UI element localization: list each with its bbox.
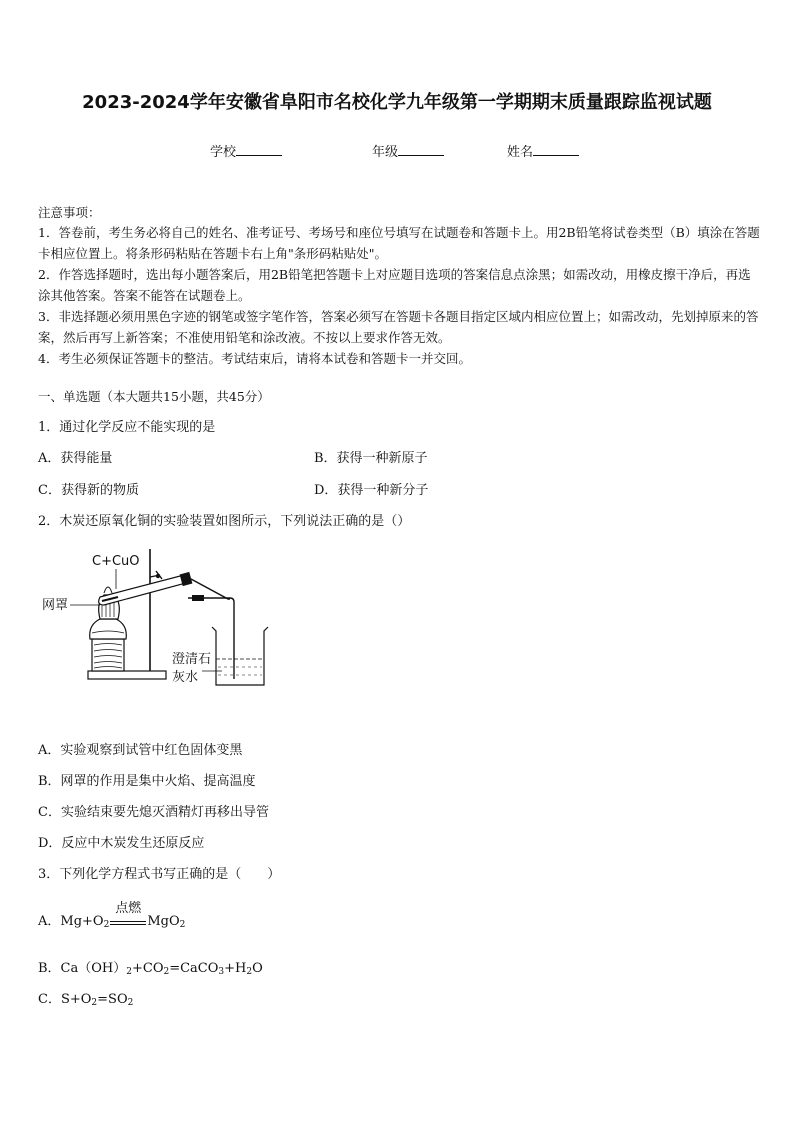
notice-item-2: 2．作答选择题时，选出每小题答案后，用2B铅笔把答题卡上对应题目选项的答案信息点涂黑；如需改动，用橡皮擦干净后，再选涂其他答案。答案不能答在试题卷上。 — [38, 267, 751, 303]
school-field[interactable] — [210, 141, 282, 160]
q3-stem: 3．下列化学方程式书写正确的是（ ） — [38, 867, 281, 882]
q2-option-b[interactable]: B．网罩的作用是集中火焰、提高温度 — [38, 774, 256, 789]
clamp — [150, 571, 162, 579]
q2-option-d[interactable]: D．反应中木炭发生还原反应 — [38, 836, 205, 851]
school-blank[interactable] — [236, 143, 282, 156]
label-reagent: C+CuO — [92, 554, 140, 569]
test-tube — [99, 575, 186, 605]
notice-item-1: 1．答卷前，考生务必将自己的姓名、准考证号、考场号和座位号填写在试题卷和答题卡上。用2B铅笔将试卷类型（B）填涂在答题卡相应位置上。将条形码粘贴在答题卡右上角"条形码粘贴处"。 — [38, 225, 760, 261]
alcohol-lamp — [90, 619, 127, 639]
clamp-knob — [156, 574, 160, 578]
notice-heading: 注意事项： — [38, 205, 101, 220]
q2-option-a[interactable]: A．实验观察到试管中红色固体变黑 — [38, 743, 243, 758]
label-gauze: 网罩 — [42, 598, 69, 613]
flame — [104, 587, 112, 593]
grade-label: 年级 — [372, 145, 399, 160]
name-field[interactable] — [507, 141, 579, 160]
q3-option-a[interactable]: A．$Mg+O_2$ 点燃 MgO$_2$ — [38, 901, 186, 930]
q3-option-b[interactable]: B．$Ca(OH)_2+CO_2=CaCO_3+H_2O$ — [38, 961, 263, 977]
notice-item-4: 4．考生必须保证答题卡的整洁。考试结束后，请将本试卷和答题卡一并交回。 — [38, 351, 471, 366]
name-blank[interactable] — [533, 143, 579, 156]
school-label: 学校 — [210, 145, 237, 160]
grade-field[interactable] — [372, 141, 444, 160]
label-limewater-line1: 澄清石 — [172, 652, 212, 667]
apparatus-figure — [38, 545, 278, 695]
q2-stem: 2．木炭还原氧化铜的实验装置如图所示，下列说法正确的是（） — [38, 514, 411, 529]
q3-option-c[interactable]: C．$S+O_2=SO_2$ — [38, 992, 134, 1008]
notice-item-3: 3．非选择题必须用黑色字迹的钢笔或签字笔作答，答案必须写在答题卡各题目指定区域内相应位置上；如需改动，先划掉原来的答案，然后再写上新答案；不准使用铅笔和涂改液。不按以上要求作答无效。 — [38, 309, 759, 345]
q1-stem: 1．通过化学反应不能实现的是 — [38, 420, 216, 435]
q1-option-c[interactable]: C．获得新的物质 — [38, 483, 139, 498]
q2-option-c[interactable]: C．实验结束要先熄灭酒精灯再移出导管 — [38, 805, 269, 820]
section-heading: 一、单选题（本大题共15小题，共45分） — [38, 389, 270, 404]
page-title: 2023-2024学年安徽省阜阳市名校化学九年级第一学期期末质量跟踪监视试题 — [82, 92, 712, 113]
grade-blank[interactable] — [398, 143, 444, 156]
beaker — [212, 627, 268, 685]
q1-option-a[interactable]: A．获得能量 — [38, 451, 113, 466]
reaction-condition: 点燃 — [110, 914, 146, 925]
label-limewater-line2: 灰水 — [172, 670, 199, 685]
name-label: 姓名 — [507, 145, 534, 160]
q1-option-d[interactable]: D．获得一种新分子 — [314, 483, 429, 498]
q1-option-b[interactable]: B．获得一种新原子 — [314, 451, 428, 466]
stand-base — [88, 671, 166, 679]
